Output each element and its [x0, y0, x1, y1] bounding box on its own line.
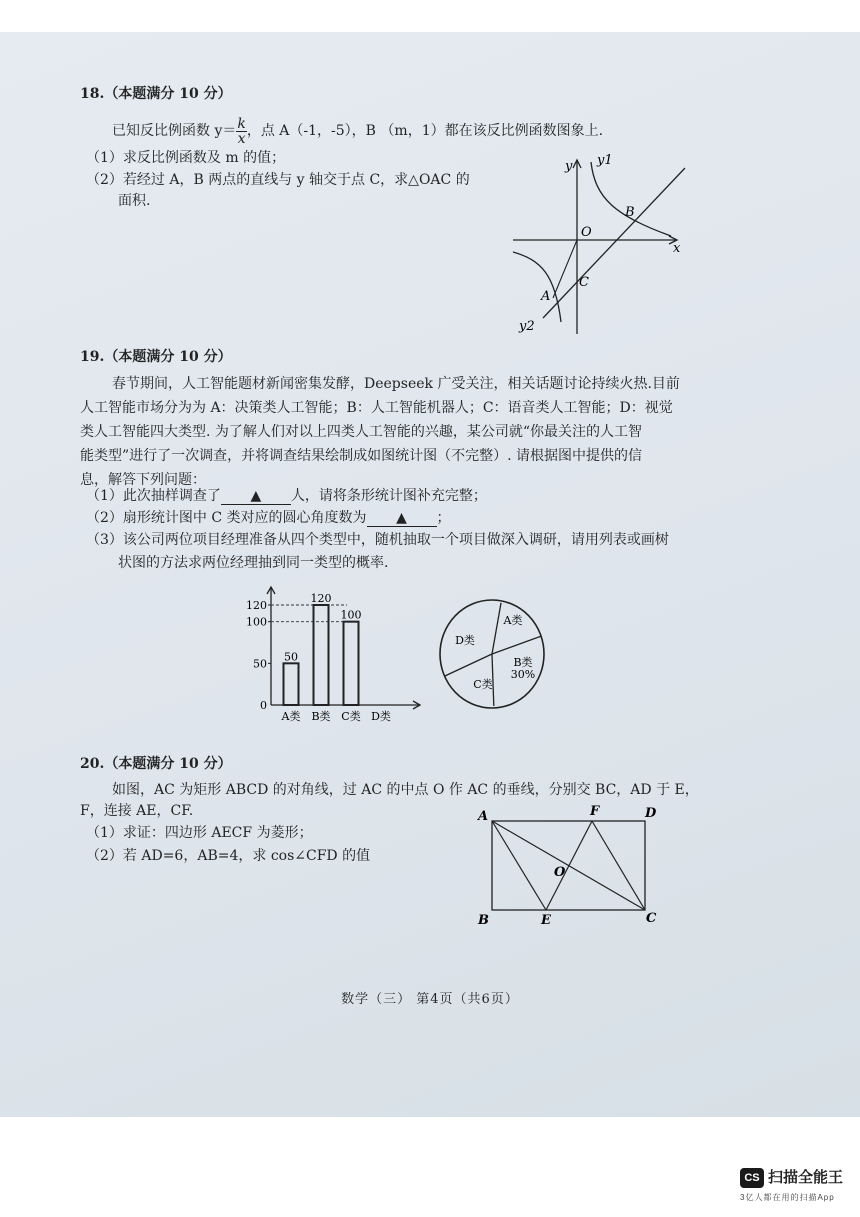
segment-cf [592, 821, 645, 910]
q20-para-line2: F，连接 AE，CF. [80, 803, 194, 819]
q19-part1-post: 人，请将条形统计图补充完整； [290, 488, 487, 504]
cs-logo-icon: CS [740, 1168, 764, 1188]
label-c: C [579, 275, 589, 290]
label-e: E [541, 913, 551, 928]
q19-part2 [86, 508, 451, 528]
q19-para-line3: 类人工智能四大类型. 为了解人们对以上四类人工智能的兴趣，某公司就“你最关注的人工智 [80, 424, 643, 440]
q18-intro-post: ，点 A（-1，-5），B （m，1）都在该反比例函数图象上. [246, 123, 604, 139]
label-a: A [478, 809, 489, 824]
label-x: x [673, 241, 681, 256]
brand-tagline: 3亿人都在用的扫描App [740, 1193, 835, 1202]
q20-heading: 20.（本题满分 10 分） [80, 756, 232, 772]
q19-part1-blank: ▲ [221, 488, 291, 505]
line-ab [543, 168, 685, 318]
q18-function-graph [505, 148, 690, 338]
pie-divider [492, 603, 501, 654]
bar [344, 622, 359, 705]
q18-part2-line2: 面积. [118, 193, 151, 209]
pie-slice-label: C类 [473, 678, 493, 691]
bar-value-label: 50 [284, 650, 298, 664]
bar-value-label: 120 [310, 592, 332, 605]
label-b: B [478, 913, 489, 928]
label-d: D [645, 806, 657, 821]
q19-part2-post: ； [436, 510, 451, 526]
bar-y-tick-label: 120 [246, 599, 267, 612]
segment-ef [546, 821, 592, 910]
label-a: A [541, 289, 551, 304]
bar [284, 663, 299, 705]
bar-y-tick-label: 0 [260, 699, 267, 712]
q19-part1-pre: （1）此次抽样调查了 [86, 488, 221, 504]
q19-para-line1: 春节期间，人工智能题材新闻密集发酵，Deepseek 广受关注，相关话题讨论持续火热.目前 [112, 376, 680, 392]
pie-divider [492, 636, 541, 654]
q19-bar-chart [235, 575, 430, 725]
bar-category-label: A类 [281, 710, 301, 723]
q18-fraction [236, 117, 246, 146]
q19-para-line2: 人工智能市场分为为 A：决策类人工智能；B：人工智能机器人；C：语音类人工智能；D：视觉 [80, 400, 673, 416]
q18-frac-num: k [237, 115, 246, 132]
bar-value-label: 100 [340, 608, 362, 622]
q20-part2: （2）若 AD=6，AB=4，求 cos∠CFD 的值 [86, 848, 371, 864]
q18-intro-pre: 已知反比例函数 y＝ [112, 123, 237, 139]
page-footer: 数学（三） 第4页（共6页） [341, 992, 519, 1007]
q19-para-line5: 息，解答下列问题： [80, 472, 206, 488]
label-o: O [581, 225, 592, 240]
bar [314, 605, 329, 705]
segment-ae [492, 821, 546, 910]
q19-heading: 19.（本题满分 10 分） [80, 349, 232, 365]
label-y: y [565, 159, 573, 174]
q19-pie-chart [435, 596, 550, 714]
label-f: F [590, 804, 600, 819]
pie-slice-label: B类 [513, 656, 533, 669]
label-o: O [554, 865, 566, 880]
bar-y-tick-label: 50 [253, 657, 267, 671]
q18-frac-den: x [237, 130, 246, 147]
bar-category-label: B类 [311, 710, 331, 723]
segment-oa [553, 240, 577, 298]
q19-para-line4: 能类型”进行了一次调查，并将调查结果绘制成如图统计图（不完整）. 请根据图中提供的信 [80, 448, 643, 464]
pie-percent-label: 30% [510, 668, 536, 681]
q18-part2-line1: （2）若经过 A，B 两点的直线与 y 轴交于点 C，求△OAC 的 [86, 172, 470, 188]
bar-y-tick-label: 100 [246, 615, 267, 629]
q19-part2-blank: ▲ [367, 510, 437, 527]
q18-heading: 18.（本题满分 10 分） [80, 86, 232, 102]
label-b: B [625, 205, 635, 220]
pie-divider [445, 654, 492, 676]
q19-part1 [86, 486, 487, 506]
q19-part2-pre: （2）扇形统计图中 C 类对应的圆心角度数为 [86, 510, 367, 526]
hyperbola-branch-lower [513, 252, 561, 322]
q18-part1: （1）求反比例函数及 m 的值； [86, 150, 286, 166]
q19-part3-line2: 状图的方法求两位经理抽到同一类型的概率. [118, 555, 389, 571]
bar-category-label: D类 [371, 710, 391, 723]
pie-slice-label: D类 [455, 634, 475, 647]
label-c: C [646, 911, 657, 926]
q20-part1: （1）求证：四边形 AECF 为菱形； [86, 825, 313, 841]
q20-rectangle-figure [470, 800, 670, 930]
bar-category-label: C类 [341, 710, 361, 723]
pie-slice-label: A类 [503, 614, 523, 627]
label-y2: y2 [519, 319, 535, 334]
q18-intro [112, 112, 603, 150]
brand-name: 扫描全能王 [768, 1169, 844, 1186]
q19-part3-line1: （3）该公司两位项目经理准备从四个类型中，随机抽取一个项目做深入调研，请用列表或画树 [86, 532, 669, 548]
label-y1: y1 [597, 153, 613, 168]
q20-para-line1: 如图，AC 为矩形 ABCD 的对角线，过 AC 的中点 O 作 AC 的垂线，分别交 BC，AD 于 E， [112, 782, 699, 798]
